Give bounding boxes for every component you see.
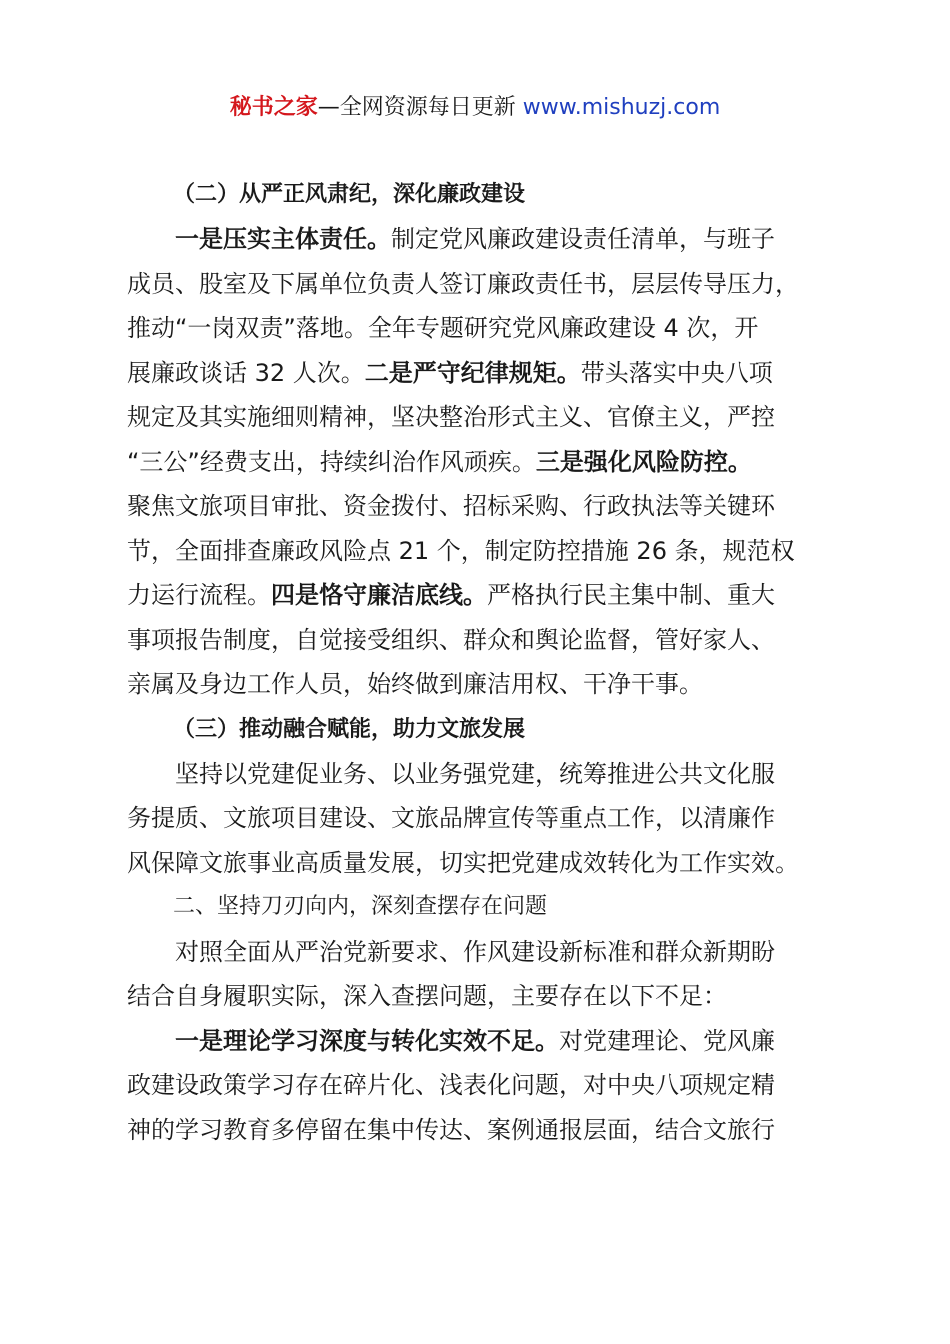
text-span: 风保障文旅事业高质量发展，切实把党建成效转化为工作实效。 xyxy=(127,848,799,877)
text-line xyxy=(127,930,839,975)
bold-phrase: 三是强化风险防控。 xyxy=(535,447,752,476)
document-body xyxy=(127,172,839,1152)
chapter-heading xyxy=(127,885,839,930)
text-line xyxy=(127,1108,839,1153)
text-span: 务提质、文旅项目建设、文旅品牌宣传等重点工作，以清廉作 xyxy=(127,804,775,832)
text-line xyxy=(127,351,839,396)
text-span: 结合自身履职实际，深入查摆问题，主要存在以下不足： xyxy=(127,982,727,1010)
text-line xyxy=(127,1019,839,1064)
text-line xyxy=(127,752,839,797)
bold-phrase: 一是压实主体责任。 xyxy=(175,225,391,253)
text-line xyxy=(127,573,839,618)
text-span: 严格执行民主集中制、重大 xyxy=(487,581,775,609)
bold-phrase: （三）推动融合赋能，助力文旅发展 xyxy=(173,716,526,742)
text-line xyxy=(127,1063,839,1108)
text-span: 带头落实中央八项 xyxy=(580,358,773,387)
text-line xyxy=(127,662,839,707)
bold-phrase: 四是恪守廉洁底线。 xyxy=(271,581,487,609)
text-span: 二、坚持刀刃向内，深刻查摆存在问题 xyxy=(173,894,548,919)
text-line xyxy=(127,440,839,485)
text-span: 推动“一岗双责”落地。全年专题研究党风廉政建设 4 次，开 xyxy=(127,314,759,342)
bold-phrase: 一是理论学习深度与转化实效不足。 xyxy=(175,1026,559,1055)
text-span: 坚持以党建促业务、以业务强党建，统筹推进公共文化服 xyxy=(175,759,775,788)
text-span: 展廉政谈话 32 人次。 xyxy=(127,358,365,387)
text-line xyxy=(127,974,839,1019)
text-line xyxy=(127,217,839,262)
website-url[interactable]: www.mishuzj.com xyxy=(522,95,721,120)
text-span: 节，全面排查廉政风险点 21 个，制定防控措施 26 条，规范权 xyxy=(127,536,795,565)
text-line xyxy=(127,618,839,663)
text-span: 神的学习教育多停留在集中传达、案例通报层面，结合文旅行 xyxy=(127,1115,775,1144)
text-span: “三公”经费支出，持续纠治作风顽疾。 xyxy=(127,447,536,476)
text-line xyxy=(127,306,839,351)
bold-phrase: （二）从严正风肃纪，深化廉政建设 xyxy=(173,182,526,207)
text-span: 制定党风廉政建设责任清单，与班子 xyxy=(391,225,775,253)
text-line xyxy=(127,395,839,440)
text-line xyxy=(127,529,839,574)
brand-name: 秘书之家 xyxy=(229,95,318,120)
text-span: 聚焦文旅项目审批、资金拨付、招标采购、行政执法等关键环 xyxy=(127,492,775,520)
text-line xyxy=(127,484,839,529)
text-span: 对党建理论、党风廉 xyxy=(559,1026,775,1055)
section-heading xyxy=(127,172,839,217)
text-span: 亲属及身边工作人员，始终做到廉洁用权、干净干事。 xyxy=(127,670,703,698)
text-span: 规定及其实施细则精神，坚决整治形式主义、官僚主义，严控 xyxy=(127,403,775,431)
text-span: 力运行流程。 xyxy=(127,581,271,609)
text-line xyxy=(127,796,839,841)
text-line xyxy=(127,841,839,886)
section-heading xyxy=(127,707,839,752)
text-span: 对照全面从严治党新要求、作风建设新标准和群众新期盼 xyxy=(175,937,775,966)
bold-phrase: 二是严守纪律规矩。 xyxy=(364,358,581,387)
watermark-header xyxy=(0,90,950,121)
text-span: 成员、股室及下属单位负责人签订廉政责任书，层层传导压力， xyxy=(127,269,799,298)
slogan: —全网资源每日更新 xyxy=(317,95,523,120)
text-span: 政建设政策学习存在碎片化、浅表化问题，对中央八项规定精 xyxy=(127,1071,775,1099)
text-span: 事项报告制度，自觉接受组织、群众和舆论监督，管好家人、 xyxy=(127,625,775,654)
text-line xyxy=(127,262,839,307)
